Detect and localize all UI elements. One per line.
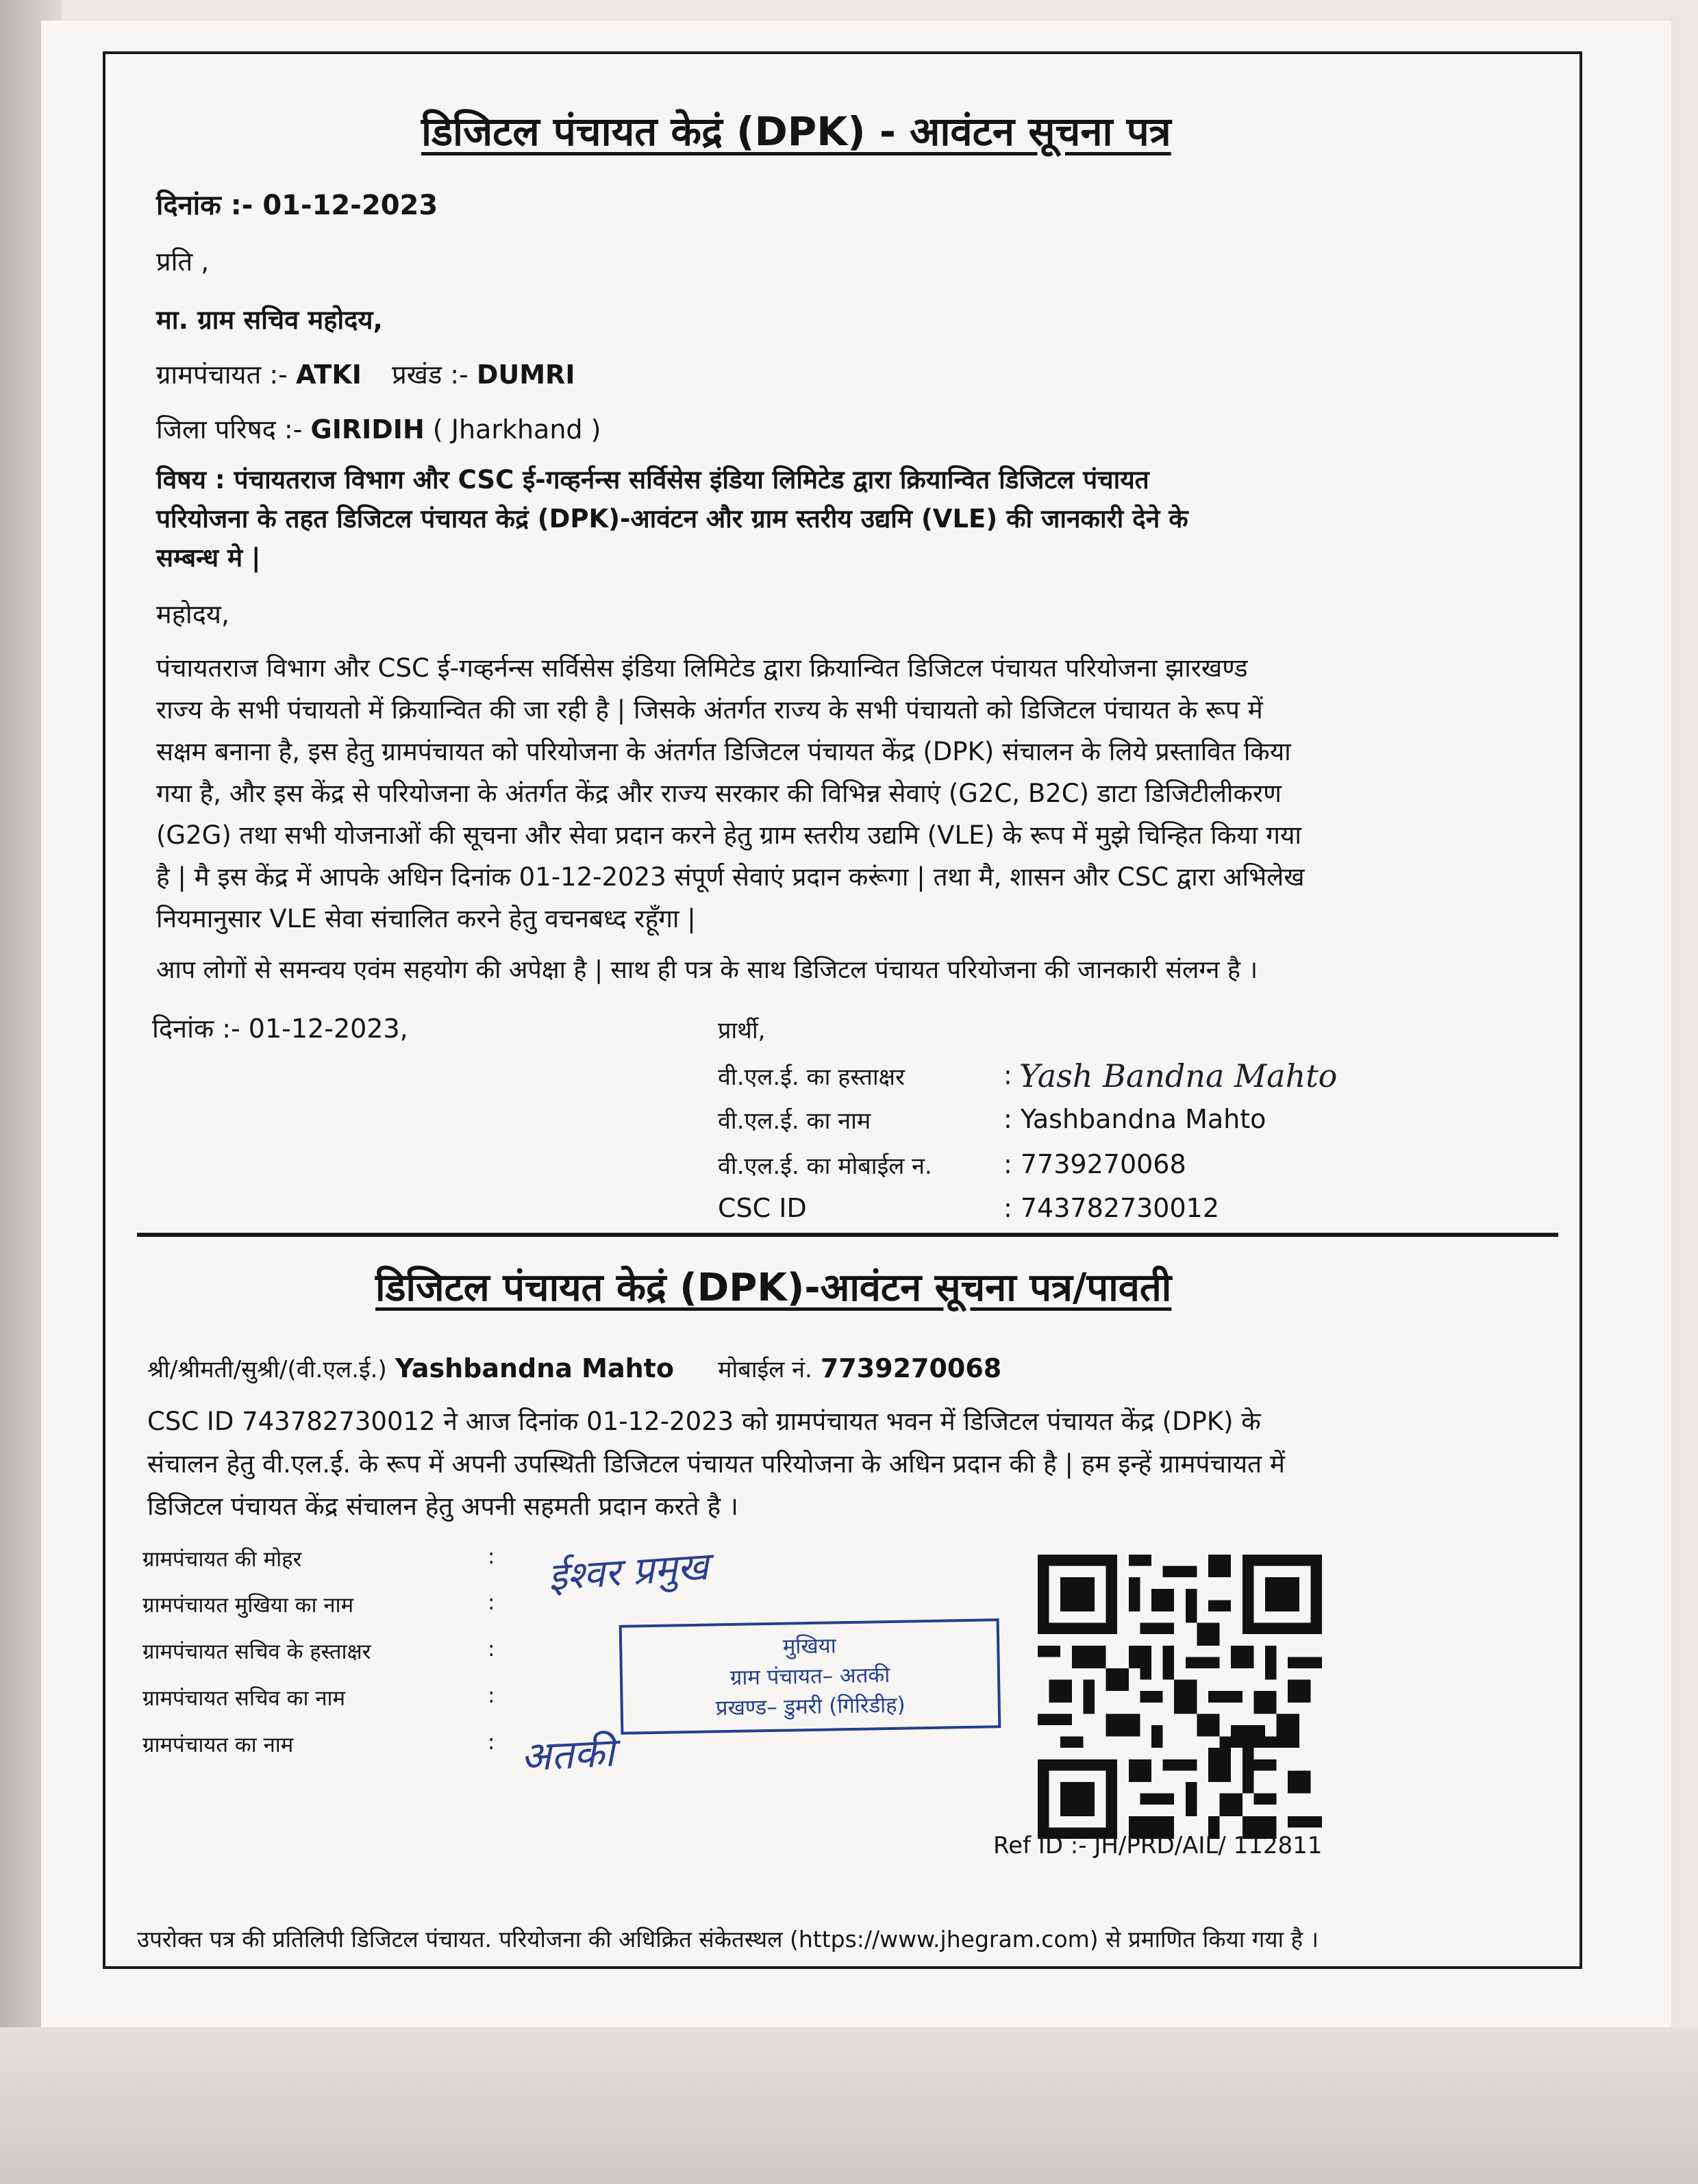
background-floor — [0, 2027, 1698, 2184]
mukhiya-handwriting: ईश्वर प्रमुख — [547, 1544, 710, 1601]
field-colon: : — [488, 1544, 495, 1569]
field-colon: : — [488, 1590, 495, 1615]
receipt-body — [147, 1401, 1285, 1528]
receipt-body-line: संचालन हेतु वी.एल.ई. के रूप में अपनी उपस्थिती डिजिटल पंचायत परियोजना के अधिन प्रदान की है | हम इन्हें ग्रामपंचायत में — [147, 1449, 1285, 1479]
field-colon: : — [488, 1683, 495, 1708]
letter-body — [156, 647, 1304, 940]
receipt-mobile-value: 7739270068 — [820, 1353, 1002, 1383]
prati-text: प्रति , — [156, 247, 210, 277]
zila-label: जिला परिषद :- — [156, 414, 303, 444]
receipt-body-line: CSC ID 743782730012 ने आज दिनांक 01-12-2023 को ग्रामपंचायत भवन में डिजिटल पंचायत केंद्र (DPK) के — [147, 1407, 1261, 1436]
receipt-title: डिजिटल पंचायत केद्रं (DPK)-आवंटन सूचना पत्र/पावती — [375, 1266, 1172, 1310]
footer-note: उपरोक्त पत्र की प्रतिलिपी डिजिटल पंचायत. परियोजना की अधिक्रित संकेतस्थल (https://www.jhegram.com) से प्रमाणित किया गया है । — [137, 1926, 1319, 1953]
field-colon: : — [488, 1730, 495, 1755]
prakhand-label: प्रखंड :- — [392, 360, 469, 390]
request-line: आप लोगों से समन्वय एवंम सहयोग की अपेक्षा है | साथ ही पत्र के साथ डिजिटल पंचायत परियोजना की जानकारी संलग्न है । — [156, 956, 1258, 984]
state-text: ( Jharkhand ) — [432, 414, 601, 444]
vle-signature-text: Yash Bandna Mahto — [1019, 1057, 1338, 1094]
panchayat-name-handwriting: अतकी — [519, 1729, 616, 1781]
qr-code — [1038, 1555, 1322, 1839]
receipt-body-line: डिजिटल पंचायत केंद्र संचालन हेतु अपनी सहमती प्रदान करते है । — [147, 1492, 738, 1521]
letter-title: डिजिटल पंचायत केद्रं (DPK) - आवंटन सूचना पत्र — [421, 108, 1171, 155]
vle-mobile-value: : 7739270068 — [1003, 1149, 1186, 1179]
prakhand-value: DUMRI — [476, 360, 575, 390]
vle-prefix: श्री/श्रीमती/सुश्री/(वी.एल.ई.) — [147, 1356, 387, 1383]
panchayat-stamp — [619, 1618, 1001, 1735]
stamp-line: ग्राम पंचायत– अतकी — [729, 1662, 890, 1691]
field-label-secretary-name: ग्रामपंचायत सचिव का नाम — [142, 1686, 346, 1711]
receipt-vle-row — [147, 1353, 1001, 1384]
addressee: मा. ग्राम सचिव महोदय, — [156, 305, 383, 335]
vle-mobile-label: वी.एल.ई. का मोबाईल न. — [718, 1153, 932, 1180]
body-line: सक्षम बनाना है, इस हेतु ग्रामपंचायत को परियोजना के अंतर्गत डिजिटल पंचायत केंद्र (DPK) संचालन के लिये प्रस्तावित किया — [156, 737, 1291, 766]
body-line: पंचायतराज विभाग और CSC ई-गव्हर्नन्स सर्विसेस इंडिया लिमिटेड द्वारा क्रियान्वित डिजिटल पंचायत परियोजना झारखण्ड — [156, 653, 1248, 683]
gram-panchayat-label: ग्रामपंचायत :- — [156, 360, 288, 390]
csc-id-label: CSC ID — [718, 1193, 807, 1223]
letter-date: दिनांक :- 01-12-2023 — [156, 190, 438, 221]
receipt-mobile-label: मोबाईल नं. — [718, 1356, 812, 1383]
body-line: है | मै इस केंद्र में आपके अधिन दिनांक 01-12-2023 संपूर्ण सेवाएं प्रदान करूंगा | तथा मै, शासन और CSC द्वारा अभिलेख — [156, 862, 1305, 892]
field-label-seal: ग्रामपंचायत की मोहर — [142, 1547, 302, 1572]
body-line: (G2G) तथा सभी योजनाओं की सूचना और सेवा प्रदान करने हेतु ग्राम स्तरीय उद्यमि (VLE) के रूप में मुझे चिन्हित किया गया — [156, 820, 1301, 850]
receipt-vle-name: Yashbandna Mahto — [395, 1353, 674, 1383]
section-divider — [137, 1233, 1558, 1237]
subject-line: सम्बन्ध मे | — [156, 543, 261, 573]
gram-panchayat-value: ATKI — [295, 360, 362, 390]
field-label-panchayat-name: ग्रामपंचायत का नाम — [142, 1733, 294, 1757]
vle-signature — [1012, 1051, 1355, 1099]
stamp-line: प्रखण्ड– डुमरी (गिरिडीह) — [715, 1692, 906, 1721]
ref-id: Ref ID :- JH/PRD/AIL/ 112811 — [993, 1832, 1323, 1859]
subject-line: परियोजना के तहत डिजिटल पंचायत केद्रं (DPK)-आवंटन और ग्राम स्तरीय उद्यमि (VLE) की जानकारी देने के — [156, 504, 1188, 534]
zila-value: GIRIDIH — [310, 414, 425, 444]
vle-signature-label: वी.एल.ई. का हस्ताक्षर — [718, 1064, 905, 1091]
closing-date — [152, 1010, 408, 1046]
field-colon: : — [488, 1637, 495, 1661]
body-line: गया है, और इस केंद्र से परियोजना के अंतर्गत केंद्र और राज्य सरकार की विभिन्न सेवाएं (G2C, B2C) डाटा डिजिटीलीकरण — [156, 779, 1282, 808]
csc-id-value: : 743782730012 — [1003, 1193, 1220, 1223]
vle-name-value: : Yashbandna Mahto — [1003, 1104, 1266, 1134]
vle-signature-colon: : — [1003, 1060, 1012, 1090]
zila-row — [156, 411, 601, 447]
salutation: महोदय, — [156, 599, 230, 629]
prarthi-text: प्रार्थी, — [718, 1017, 766, 1044]
field-label-secretary-sign: ग्रामपंचायत सचिव के हस्ताक्षर — [142, 1640, 371, 1664]
subject-line: विषय : पंचायतराज विभाग और CSC ई-गव्हर्नन्स सर्विसेस इंडिया लिमिटेड द्वारा क्रियान्वित डिजिटल पंचायत — [156, 465, 1149, 494]
subject — [156, 460, 1188, 577]
body-line: नियमानुसार VLE सेवा संचालित करने हेतु वचनबध्द रहूँगा | — [156, 904, 696, 933]
gram-panchayat-row — [156, 356, 575, 392]
stamp-line: मुखिया — [782, 1633, 837, 1659]
field-label-mukhiya: ग्रामपंचायत मुखिया का नाम — [142, 1593, 354, 1618]
vle-name-label: वी.एल.ई. का नाम — [718, 1107, 871, 1135]
closing-date-text: दिनांक :- 01-12-2023, — [152, 1014, 408, 1044]
body-line: राज्य के सभी पंचायतो में क्रियान्वित की जा रही है | जिसके अंतर्गत राज्य के सभी पंचायतो को डिजिटल पंचायत के रूप में — [156, 695, 1263, 725]
